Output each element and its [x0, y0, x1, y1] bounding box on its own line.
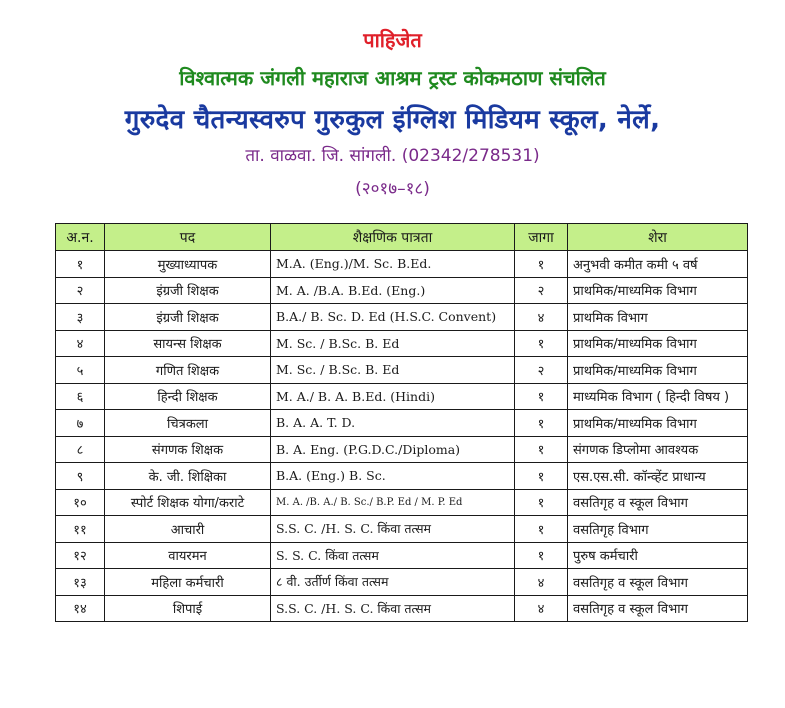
cell-qualification: S. S. C. किंवा तत्सम: [271, 542, 515, 569]
cell-serial-no: ४: [56, 330, 105, 357]
table-row: [56, 410, 748, 437]
table-row: [56, 516, 748, 543]
cell-qualification: M. A. /B.A. B.Ed. (Eng.): [271, 277, 515, 304]
cell-serial-no: ११: [56, 516, 105, 543]
table-row: [56, 251, 748, 278]
cell-post: स्पोर्ट शिक्षक योगा/कराटे: [105, 489, 271, 516]
table-row: [56, 436, 748, 463]
cell-seats: १: [515, 542, 568, 569]
academic-year: (२०१७–१८): [355, 179, 430, 199]
cell-serial-no: ७: [56, 410, 105, 437]
cell-seats: १: [515, 330, 568, 357]
cell-qualification: B. A. A. T. D.: [271, 410, 515, 437]
cell-post: हिन्दी शिक्षक: [105, 383, 271, 410]
cell-serial-no: १: [56, 251, 105, 278]
cell-remark: संगणक डिप्लोमा आवश्यक: [568, 436, 748, 463]
cell-remark: प्राथमिक/माध्यमिक विभाग: [568, 357, 748, 384]
cell-post: सायन्स शिक्षक: [105, 330, 271, 357]
cell-post: वायरमन: [105, 542, 271, 569]
cell-seats: १: [515, 463, 568, 490]
cell-qualification: ८ वी. उर्तीर्ण किंवा तत्सम: [271, 569, 515, 596]
table-row: [56, 595, 748, 622]
cell-post: इंग्रजी शिक्षक: [105, 304, 271, 331]
cell-post: महिला कर्मचारी: [105, 569, 271, 596]
cell-seats: ४: [515, 569, 568, 596]
cell-remark: वसतिगृह व स्कूल विभाग: [568, 489, 748, 516]
cell-serial-no: ५: [56, 357, 105, 384]
cell-post: मुख्याध्यापक: [105, 251, 271, 278]
cell-remark: वसतिगृह व स्कूल विभाग: [568, 595, 748, 622]
header-remark: शेरा: [568, 224, 748, 251]
cell-remark: एस.एस.सी. कॉन्व्हेंट प्राधान्य: [568, 463, 748, 490]
cell-remark: वसतिगृह व स्कूल विभाग: [568, 569, 748, 596]
table-row: [56, 569, 748, 596]
cell-serial-no: ६: [56, 383, 105, 410]
header-qualification: शैक्षणिक पात्रता: [271, 224, 515, 251]
school-name: गुरुदेव चैतन्यस्वरुप गुरुकुल इंग्लिश मिडियम स्कूल, नेर्ले,: [124, 105, 661, 135]
header-post: पद: [105, 224, 271, 251]
cell-remark: प्राथमिक/माध्यमिक विभाग: [568, 410, 748, 437]
cell-seats: ४: [515, 304, 568, 331]
table-row: [56, 357, 748, 384]
trust-name: विश्वात्मक जंगली महाराज आश्रम ट्रस्ट कोकमठाण संचलित: [179, 66, 606, 90]
cell-serial-no: ९: [56, 463, 105, 490]
header-serial-no: अ.न.: [56, 224, 105, 251]
cell-post: गणित शिक्षक: [105, 357, 271, 384]
cell-serial-no: १०: [56, 489, 105, 516]
cell-seats: २: [515, 357, 568, 384]
table-body: [56, 251, 748, 622]
cell-post: शिपाई: [105, 595, 271, 622]
cell-remark: प्राथमिक/माध्यमिक विभाग: [568, 277, 748, 304]
table-row: [56, 304, 748, 331]
table-row: [56, 330, 748, 357]
cell-remark: माध्यमिक विभाग ( हिन्दी विषय ): [568, 383, 748, 410]
cell-qualification: M. A. /B. A./ B. Sc./ B.P. Ed / M. P. Ed: [271, 489, 515, 516]
cell-seats: १: [515, 489, 568, 516]
cell-qualification: M. Sc. / B.Sc. B. Ed: [271, 357, 515, 384]
table-row: [56, 463, 748, 490]
cell-post: इंग्रजी शिक्षक: [105, 277, 271, 304]
cell-seats: १: [515, 410, 568, 437]
cell-qualification: S.S. C. /H. S. C. किंवा तत्सम: [271, 516, 515, 543]
school-address: ता. वाळवा. जि. सांगली. (02342/278531): [245, 146, 540, 166]
ad-heading: पाहिजेत: [363, 28, 422, 52]
cell-remark: वसतिगृह विभाग: [568, 516, 748, 543]
table-row: [56, 489, 748, 516]
cell-qualification: B.A. (Eng.) B. Sc.: [271, 463, 515, 490]
cell-seats: १: [515, 516, 568, 543]
cell-qualification: S.S. C. /H. S. C. किंवा तत्सम: [271, 595, 515, 622]
cell-seats: १: [515, 436, 568, 463]
cell-post: आचारी: [105, 516, 271, 543]
cell-serial-no: २: [56, 277, 105, 304]
cell-serial-no: ८: [56, 436, 105, 463]
table-header-row: [56, 224, 748, 251]
cell-seats: १: [515, 383, 568, 410]
table-row: [56, 542, 748, 569]
cell-serial-no: ३: [56, 304, 105, 331]
table-row: [56, 383, 748, 410]
vacancy-table: [55, 223, 748, 622]
cell-qualification: B.A./ B. Sc. D. Ed (H.S.C. Convent): [271, 304, 515, 331]
cell-qualification: B. A. Eng. (P.G.D.C./Diploma): [271, 436, 515, 463]
cell-qualification: M.A. (Eng.)/M. Sc. B.Ed.: [271, 251, 515, 278]
cell-seats: २: [515, 277, 568, 304]
cell-qualification: M. A./ B. A. B.Ed. (Hindi): [271, 383, 515, 410]
cell-serial-no: १३: [56, 569, 105, 596]
cell-qualification: M. Sc. / B.Sc. B. Ed: [271, 330, 515, 357]
cell-post: संगणक शिक्षक: [105, 436, 271, 463]
cell-remark: प्राथमिक विभाग: [568, 304, 748, 331]
cell-serial-no: १२: [56, 542, 105, 569]
cell-serial-no: १४: [56, 595, 105, 622]
cell-seats: १: [515, 251, 568, 278]
cell-seats: ४: [515, 595, 568, 622]
cell-post: के. जी. शिक्षिका: [105, 463, 271, 490]
table-row: [56, 277, 748, 304]
cell-remark: प्राथमिक/माध्यमिक विभाग: [568, 330, 748, 357]
header-seats: जागा: [515, 224, 568, 251]
cell-remark: अनुभवी कमीत कमी ५ वर्ष: [568, 251, 748, 278]
cell-post: चित्रकला: [105, 410, 271, 437]
cell-remark: पुरुष कर्मचारी: [568, 542, 748, 569]
